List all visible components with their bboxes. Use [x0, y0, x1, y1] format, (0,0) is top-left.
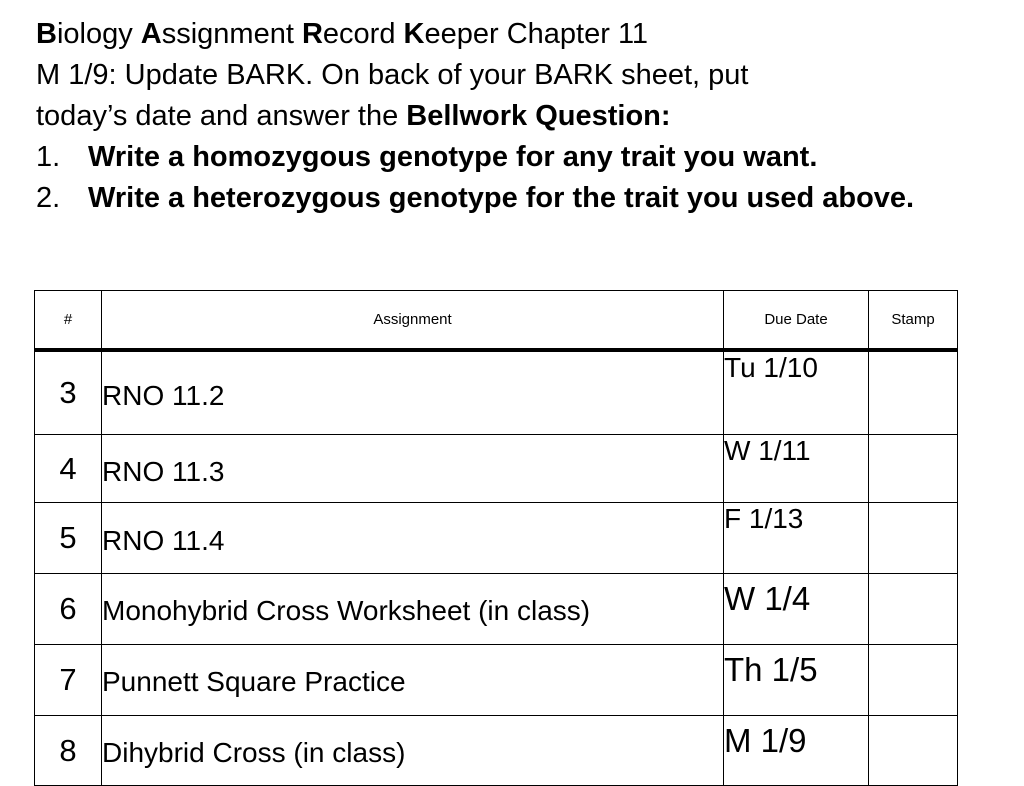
table-row	[35, 574, 958, 645]
title-part: eeper Chapter 11	[424, 18, 649, 50]
question-item	[36, 178, 996, 219]
assignment-table	[34, 290, 958, 786]
table-row	[35, 350, 958, 435]
row-assignment: RNO 11.4	[102, 503, 724, 574]
table-row	[35, 716, 958, 786]
row-number: 7	[35, 645, 102, 716]
row-stamp	[869, 350, 958, 435]
instruction-text: today’s date and answer the	[36, 100, 407, 132]
row-assignment: RNO 11.2	[102, 350, 724, 435]
row-due-date: W 1/4	[724, 574, 869, 645]
column-header-number: #	[35, 291, 102, 351]
column-header-due-date: Due Date	[724, 291, 869, 351]
row-due-date: Th 1/5	[724, 645, 869, 716]
page-title	[36, 14, 996, 55]
row-stamp	[869, 503, 958, 574]
title-part: ssignment	[161, 18, 302, 50]
question-number: 1.	[36, 141, 61, 173]
row-assignment: Dihybrid Cross (in class)	[102, 716, 724, 786]
title-part: B	[36, 18, 57, 50]
row-stamp	[869, 716, 958, 786]
table-row	[35, 435, 958, 503]
row-number: 3	[35, 350, 102, 435]
title-part: R	[301, 18, 323, 50]
header-block	[36, 14, 996, 219]
bellwork-questions	[36, 137, 996, 219]
table-row	[35, 645, 958, 716]
instruction-line-1: M 1/9: Update BARK. On back of your BARK sheet, put	[36, 59, 749, 91]
column-header-assignment: Assignment	[102, 291, 724, 351]
row-due-date: F 1/13	[724, 503, 869, 574]
question-text: Write a homozygous genotype for any trait you want.	[88, 141, 818, 173]
title-part: A	[140, 18, 162, 50]
table-row	[35, 503, 958, 574]
title-part: ecord	[322, 18, 404, 50]
row-due-date: Tu 1/10	[724, 350, 869, 435]
title-part: K	[403, 18, 425, 50]
row-stamp	[869, 645, 958, 716]
instruction-line-2	[36, 96, 996, 137]
row-number: 8	[35, 716, 102, 786]
row-due-date: W 1/11	[724, 435, 869, 503]
column-header-stamp: Stamp	[869, 291, 958, 351]
row-stamp	[869, 574, 958, 645]
row-assignment: RNO 11.3	[102, 435, 724, 503]
row-number: 4	[35, 435, 102, 503]
row-assignment: Monohybrid Cross Worksheet (in class)	[102, 574, 724, 645]
question-number: 2.	[36, 182, 61, 214]
question-item	[36, 137, 996, 178]
row-assignment: Punnett Square Practice	[102, 645, 724, 716]
row-number: 6	[35, 574, 102, 645]
row-stamp	[869, 435, 958, 503]
question-text: Write a heterozygous genotype for the trait you used above.	[88, 182, 915, 214]
title-part: iology	[56, 18, 141, 50]
row-number: 5	[35, 503, 102, 574]
row-due-date: M 1/9	[724, 716, 869, 786]
bellwork-label: Bellwork Question:	[406, 100, 671, 132]
table-header-row	[35, 291, 958, 351]
